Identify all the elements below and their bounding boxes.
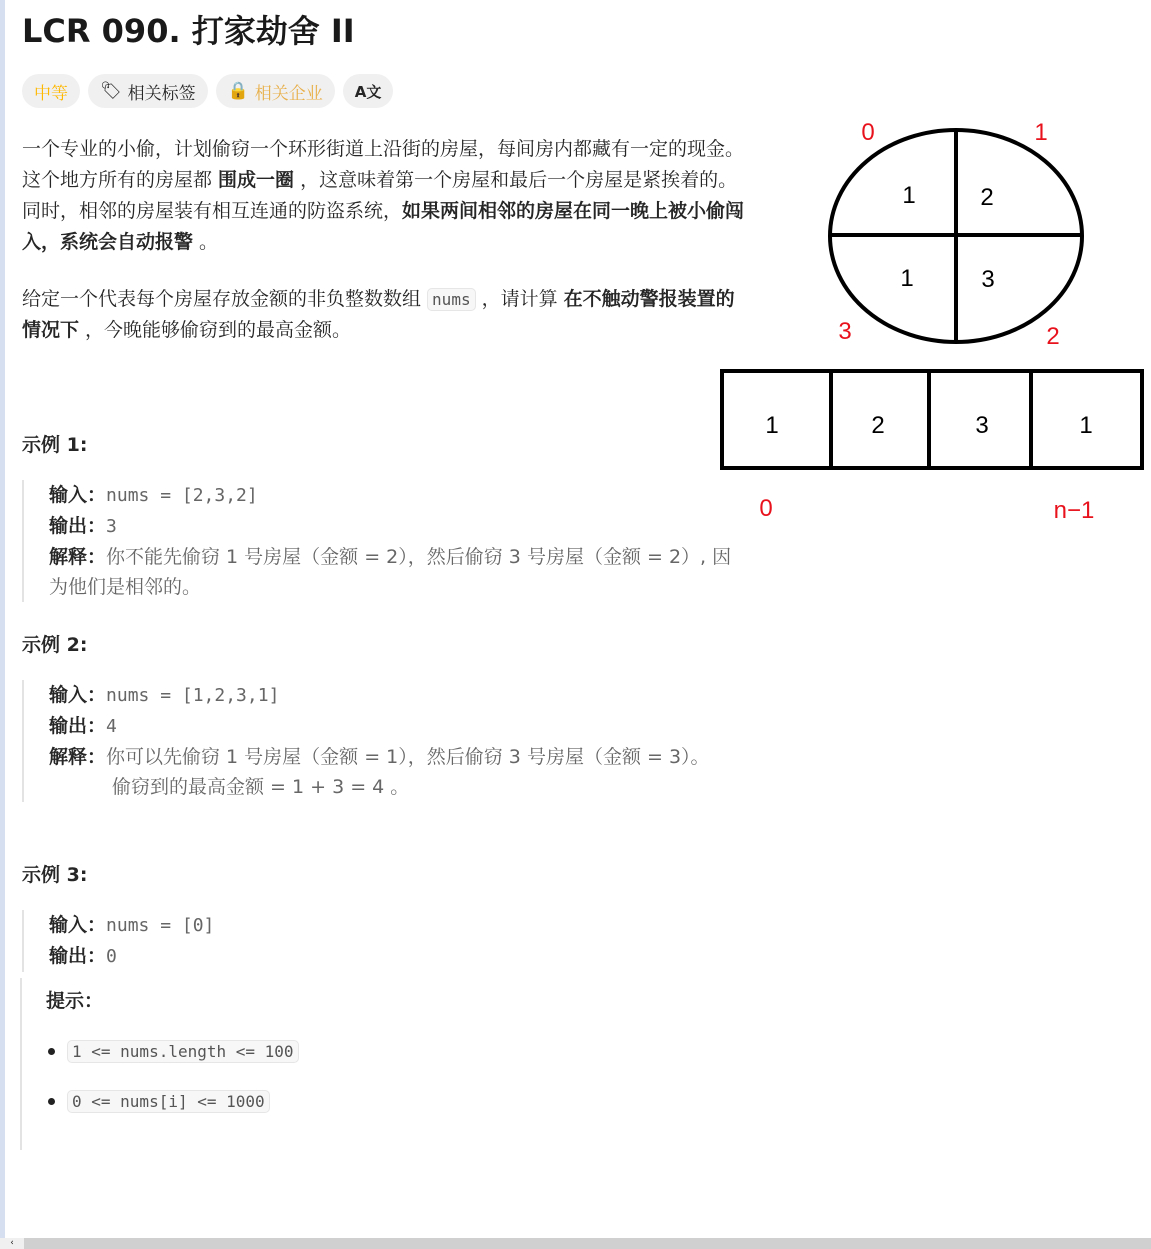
circle-value: 1 bbox=[900, 265, 914, 292]
lock-icon: 🔒 bbox=[227, 81, 249, 101]
array-value: 1 bbox=[765, 412, 779, 439]
example-1-heading: 示例 1: bbox=[22, 434, 88, 456]
circle-index: 0 bbox=[861, 119, 875, 146]
array-start-index: 0 bbox=[759, 495, 773, 522]
array-value: 2 bbox=[871, 412, 885, 439]
circle-index: 1 bbox=[1034, 119, 1048, 146]
horizontal-scrollbar[interactable] bbox=[0, 1238, 1151, 1249]
circle-value: 3 bbox=[981, 266, 995, 293]
circle-index: 3 bbox=[838, 318, 852, 345]
page-title: LCR 090. 打家劫舍 II bbox=[22, 12, 355, 50]
example-3-heading: 示例 3: bbox=[22, 864, 88, 886]
translate-icon: A文 bbox=[354, 82, 382, 101]
circle-value: 1 bbox=[902, 182, 916, 209]
constraints-heading: 提示： bbox=[46, 990, 104, 1012]
scroll-left-arrow-icon[interactable]: ‹ bbox=[0, 1238, 24, 1249]
related-tags-label: 相关标签 bbox=[127, 83, 196, 104]
circle-index: 2 bbox=[1046, 323, 1060, 350]
array-value: 3 bbox=[975, 412, 989, 439]
constraint-item: 1 <= nums.length <= 100 bbox=[48, 1040, 299, 1063]
house-diagram bbox=[0, 0, 1151, 560]
difficulty-label: 中等 bbox=[34, 83, 68, 104]
description-paragraph-1: 一个专业的小偷，计划偷窃一个环形街道上沿街的房屋，每间房内都藏有一定的现金。这个地方所有的房屋都 围成一圈 ，这意味着第一个房屋和最后一个房屋是紧挨着的。同时，相邻的房屋装有相互连通的防盗系统，如果两间相邻的房屋在同一晚上被小偷闯入，系统会自动报警 。 bbox=[22, 138, 745, 253]
related-companies-label: 相关企业 bbox=[254, 83, 323, 104]
constraints-block bbox=[20, 978, 722, 1150]
circle-value: 2 bbox=[980, 184, 994, 211]
description-paragraph-2: 给定一个代表每个房屋存放金额的非负整数数组 nums ，请计算 在不触动警报装置的情况下 ，今晚能够偷窃到的最高金额。 bbox=[22, 288, 735, 341]
array-value: 1 bbox=[1079, 412, 1093, 439]
example-1-block: 输入：nums = [2,3,2] 输出：3 解释：你不能先偷窃 1 号房屋（金额 = 2），然后偷窃 3 号房屋（金额 = 2）, 因为他们是相邻的。 bbox=[22, 480, 739, 602]
array-end-index: n−1 bbox=[1053, 497, 1095, 524]
example-3-block: 输入：nums = [0] 输出：0 bbox=[22, 910, 739, 972]
tag-icon: 🏷 bbox=[100, 81, 122, 101]
inline-code: nums bbox=[427, 288, 476, 311]
example-2-heading: 示例 2: bbox=[22, 634, 88, 656]
example-2-block: 输入：nums = [1,2,3,1] 输出：4 解释：你可以先偷窃 1 号房屋（金额 = 1），然后偷窃 3 号房屋（金额 = 3）。 偷窃到的最高金额 = 1 + 3 = 4 。 bbox=[22, 680, 739, 802]
constraint-item: 0 <= nums[i] <= 1000 bbox=[48, 1090, 270, 1113]
